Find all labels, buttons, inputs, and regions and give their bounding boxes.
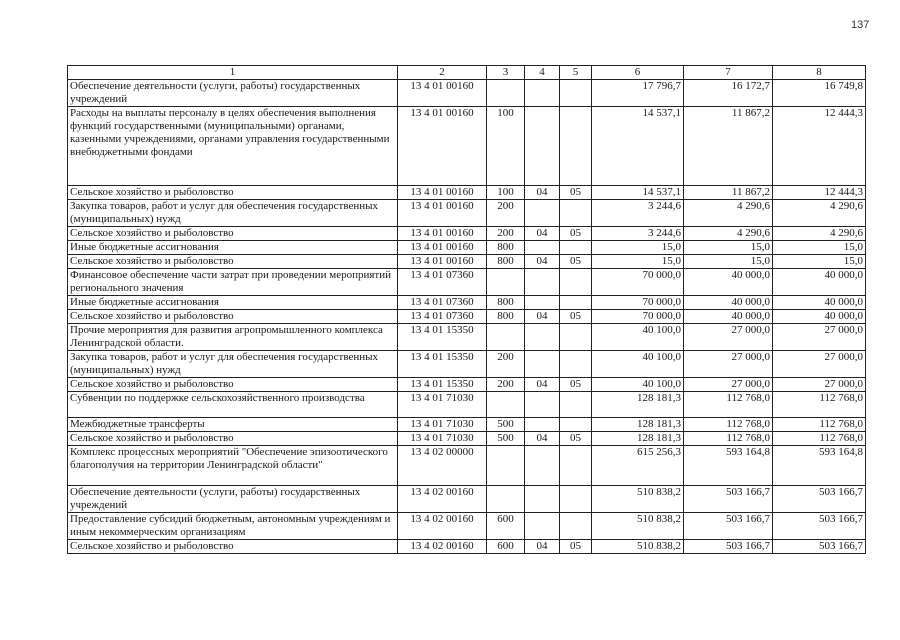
amount-year3-cell: 27 000,0 bbox=[773, 351, 866, 378]
code-cell: 13 4 01 07360 bbox=[398, 310, 487, 324]
amount-year3-cell: 16 749,8 bbox=[773, 80, 866, 107]
amount-year3-cell: 503 166,7 bbox=[773, 513, 866, 540]
subsection-cell bbox=[560, 269, 592, 296]
amount-year1-cell: 40 100,0 bbox=[592, 324, 684, 351]
amount-year2-cell: 15,0 bbox=[684, 255, 773, 269]
amount-year3-cell: 27 000,0 bbox=[773, 324, 866, 351]
expense-type-cell: 500 bbox=[487, 418, 525, 432]
table-header-row bbox=[68, 66, 866, 80]
table-row bbox=[68, 107, 866, 186]
expense-type-cell: 100 bbox=[487, 107, 525, 186]
column-header: 8 bbox=[773, 66, 866, 80]
section-cell: 04 bbox=[525, 378, 560, 392]
amount-year1-cell: 40 100,0 bbox=[592, 351, 684, 378]
table-row bbox=[68, 80, 866, 107]
budget-table bbox=[67, 65, 866, 554]
row-name-cell: Сельское хозяйство и рыболовство bbox=[68, 186, 398, 200]
amount-year2-cell: 27 000,0 bbox=[684, 351, 773, 378]
row-name-cell: Иные бюджетные ассигнования bbox=[68, 296, 398, 310]
column-header: 2 bbox=[398, 66, 487, 80]
code-cell: 13 4 01 00160 bbox=[398, 255, 487, 269]
subsection-cell: 05 bbox=[560, 378, 592, 392]
section-cell bbox=[525, 486, 560, 513]
section-cell: 04 bbox=[525, 310, 560, 324]
row-name-cell: Закупка товаров, работ и услуг для обеспечения государственных (муниципальных) нужд bbox=[68, 200, 398, 227]
amount-year1-cell: 70 000,0 bbox=[592, 310, 684, 324]
amount-year1-cell: 510 838,2 bbox=[592, 486, 684, 513]
subsection-cell: 05 bbox=[560, 227, 592, 241]
column-header: 7 bbox=[684, 66, 773, 80]
section-cell bbox=[525, 324, 560, 351]
amount-year3-cell: 112 768,0 bbox=[773, 432, 866, 446]
row-name-cell: Закупка товаров, работ и услуг для обеспечения государственных (муниципальных) нужд bbox=[68, 351, 398, 378]
amount-year3-cell: 593 164,8 bbox=[773, 446, 866, 486]
row-name-cell: Сельское хозяйство и рыболовство bbox=[68, 432, 398, 446]
table-row bbox=[68, 378, 866, 392]
section-cell bbox=[525, 351, 560, 378]
amount-year3-cell: 40 000,0 bbox=[773, 269, 866, 296]
amount-year3-cell: 112 768,0 bbox=[773, 418, 866, 432]
amount-year2-cell: 27 000,0 bbox=[684, 378, 773, 392]
section-cell: 04 bbox=[525, 186, 560, 200]
subsection-cell bbox=[560, 80, 592, 107]
subsection-cell: 05 bbox=[560, 432, 592, 446]
amount-year2-cell: 11 867,2 bbox=[684, 107, 773, 186]
amount-year2-cell: 40 000,0 bbox=[684, 310, 773, 324]
amount-year3-cell: 15,0 bbox=[773, 241, 866, 255]
amount-year1-cell: 17 796,7 bbox=[592, 80, 684, 107]
code-cell: 13 4 01 00160 bbox=[398, 241, 487, 255]
subsection-cell bbox=[560, 392, 592, 418]
section-cell: 04 bbox=[525, 432, 560, 446]
code-cell: 13 4 01 07360 bbox=[398, 296, 487, 310]
expense-type-cell: 200 bbox=[487, 351, 525, 378]
amount-year1-cell: 510 838,2 bbox=[592, 540, 684, 554]
row-name-cell: Сельское хозяйство и рыболовство bbox=[68, 378, 398, 392]
row-name-cell: Расходы на выплаты персоналу в целях обеспечения выполнения функций государственными (муниципальными) органами, казенными учреждениями, органами управления государственными внебюджетными фондами bbox=[68, 107, 398, 186]
amount-year3-cell: 12 444,3 bbox=[773, 186, 866, 200]
section-cell: 04 bbox=[525, 255, 560, 269]
expense-type-cell bbox=[487, 80, 525, 107]
amount-year2-cell: 593 164,8 bbox=[684, 446, 773, 486]
code-cell: 13 4 02 00160 bbox=[398, 513, 487, 540]
code-cell: 13 4 01 00160 bbox=[398, 227, 487, 241]
expense-type-cell: 200 bbox=[487, 227, 525, 241]
amount-year3-cell: 112 768,0 bbox=[773, 392, 866, 418]
amount-year3-cell: 503 166,7 bbox=[773, 540, 866, 554]
code-cell: 13 4 01 00160 bbox=[398, 200, 487, 227]
code-cell: 13 4 02 00160 bbox=[398, 540, 487, 554]
expense-type-cell: 800 bbox=[487, 241, 525, 255]
table-row bbox=[68, 324, 866, 351]
subsection-cell bbox=[560, 324, 592, 351]
amount-year1-cell: 3 244,6 bbox=[592, 227, 684, 241]
expense-type-cell: 800 bbox=[487, 296, 525, 310]
amount-year3-cell: 15,0 bbox=[773, 255, 866, 269]
code-cell: 13 4 01 71030 bbox=[398, 432, 487, 446]
table-row bbox=[68, 392, 866, 418]
subsection-cell: 05 bbox=[560, 310, 592, 324]
row-name-cell: Субвенции по поддержке сельскохозяйственного производства bbox=[68, 392, 398, 418]
expense-type-cell bbox=[487, 269, 525, 296]
amount-year2-cell: 16 172,7 bbox=[684, 80, 773, 107]
table-row bbox=[68, 540, 866, 554]
row-name-cell: Обеспечение деятельности (услуги, работы) государственных учреждений bbox=[68, 80, 398, 107]
amount-year1-cell: 15,0 bbox=[592, 255, 684, 269]
section-cell bbox=[525, 80, 560, 107]
expense-type-cell bbox=[487, 324, 525, 351]
table-row bbox=[68, 351, 866, 378]
amount-year1-cell: 128 181,3 bbox=[592, 418, 684, 432]
expense-type-cell: 500 bbox=[487, 432, 525, 446]
amount-year1-cell: 128 181,3 bbox=[592, 392, 684, 418]
section-cell: 04 bbox=[525, 540, 560, 554]
subsection-cell: 05 bbox=[560, 255, 592, 269]
table-row bbox=[68, 513, 866, 540]
table-row bbox=[68, 486, 866, 513]
table-row bbox=[68, 418, 866, 432]
subsection-cell bbox=[560, 107, 592, 186]
amount-year3-cell: 40 000,0 bbox=[773, 310, 866, 324]
subsection-cell bbox=[560, 241, 592, 255]
section-cell bbox=[525, 446, 560, 486]
amount-year2-cell: 112 768,0 bbox=[684, 418, 773, 432]
code-cell: 13 4 01 07360 bbox=[398, 269, 487, 296]
subsection-cell bbox=[560, 446, 592, 486]
section-cell bbox=[525, 418, 560, 432]
row-name-cell: Межбюджетные трансферты bbox=[68, 418, 398, 432]
amount-year2-cell: 40 000,0 bbox=[684, 269, 773, 296]
amount-year2-cell: 503 166,7 bbox=[684, 513, 773, 540]
expense-type-cell bbox=[487, 392, 525, 418]
section-cell bbox=[525, 241, 560, 255]
column-header: 3 bbox=[487, 66, 525, 80]
section-cell bbox=[525, 269, 560, 296]
amount-year2-cell: 503 166,7 bbox=[684, 540, 773, 554]
row-name-cell: Предоставление субсидий бюджетным, автономным учреждениям и иным некоммерческим организациям bbox=[68, 513, 398, 540]
row-name-cell: Комплекс процессных мероприятий "Обеспечение эпизоотического благополучия на территории Ленинградской области" bbox=[68, 446, 398, 486]
table-row bbox=[68, 310, 866, 324]
amount-year1-cell: 40 100,0 bbox=[592, 378, 684, 392]
amount-year3-cell: 503 166,7 bbox=[773, 486, 866, 513]
table-row bbox=[68, 432, 866, 446]
amount-year2-cell: 4 290,6 bbox=[684, 227, 773, 241]
column-header: 6 bbox=[592, 66, 684, 80]
page-number: 137 bbox=[851, 19, 870, 31]
table-row bbox=[68, 241, 866, 255]
code-cell: 13 4 02 00160 bbox=[398, 486, 487, 513]
table-row bbox=[68, 227, 866, 241]
code-cell: 13 4 02 00000 bbox=[398, 446, 487, 486]
subsection-cell: 05 bbox=[560, 186, 592, 200]
section-cell: 04 bbox=[525, 227, 560, 241]
code-cell: 13 4 01 71030 bbox=[398, 392, 487, 418]
subsection-cell bbox=[560, 296, 592, 310]
expense-type-cell: 600 bbox=[487, 540, 525, 554]
row-name-cell: Иные бюджетные ассигнования bbox=[68, 241, 398, 255]
table-row bbox=[68, 296, 866, 310]
row-name-cell: Обеспечение деятельности (услуги, работы) государственных учреждений bbox=[68, 486, 398, 513]
amount-year2-cell: 40 000,0 bbox=[684, 296, 773, 310]
row-name-cell: Финансовое обеспечение части затрат при проведении мероприятий регионального значения bbox=[68, 269, 398, 296]
expense-type-cell: 600 bbox=[487, 513, 525, 540]
amount-year1-cell: 70 000,0 bbox=[592, 269, 684, 296]
section-cell bbox=[525, 200, 560, 227]
subsection-cell bbox=[560, 200, 592, 227]
amount-year3-cell: 12 444,3 bbox=[773, 107, 866, 186]
expense-type-cell: 200 bbox=[487, 200, 525, 227]
code-cell: 13 4 01 00160 bbox=[398, 80, 487, 107]
subsection-cell bbox=[560, 486, 592, 513]
amount-year1-cell: 14 537,1 bbox=[592, 186, 684, 200]
expense-type-cell: 100 bbox=[487, 186, 525, 200]
amount-year1-cell: 615 256,3 bbox=[592, 446, 684, 486]
amount-year3-cell: 4 290,6 bbox=[773, 200, 866, 227]
amount-year1-cell: 3 244,6 bbox=[592, 200, 684, 227]
table-row bbox=[68, 200, 866, 227]
code-cell: 13 4 01 00160 bbox=[398, 107, 487, 186]
table-row bbox=[68, 186, 866, 200]
table-row bbox=[68, 255, 866, 269]
column-header: 1 bbox=[68, 66, 398, 80]
row-name-cell: Прочие мероприятия для развития агропромышленного комплекса Ленинградской области. bbox=[68, 324, 398, 351]
section-cell bbox=[525, 392, 560, 418]
amount-year2-cell: 27 000,0 bbox=[684, 324, 773, 351]
amount-year3-cell: 27 000,0 bbox=[773, 378, 866, 392]
column-header: 5 bbox=[560, 66, 592, 80]
amount-year1-cell: 128 181,3 bbox=[592, 432, 684, 446]
expense-type-cell bbox=[487, 486, 525, 513]
table-row bbox=[68, 269, 866, 296]
row-name-cell: Сельское хозяйство и рыболовство bbox=[68, 255, 398, 269]
amount-year2-cell: 11 867,2 bbox=[684, 186, 773, 200]
subsection-cell bbox=[560, 418, 592, 432]
expense-type-cell: 800 bbox=[487, 310, 525, 324]
amount-year2-cell: 503 166,7 bbox=[684, 486, 773, 513]
subsection-cell: 05 bbox=[560, 540, 592, 554]
amount-year1-cell: 510 838,2 bbox=[592, 513, 684, 540]
amount-year1-cell: 14 537,1 bbox=[592, 107, 684, 186]
expense-type-cell: 800 bbox=[487, 255, 525, 269]
expense-type-cell bbox=[487, 446, 525, 486]
subsection-cell bbox=[560, 513, 592, 540]
code-cell: 13 4 01 71030 bbox=[398, 418, 487, 432]
subsection-cell bbox=[560, 351, 592, 378]
row-name-cell: Сельское хозяйство и рыболовство bbox=[68, 227, 398, 241]
code-cell: 13 4 01 00160 bbox=[398, 186, 487, 200]
code-cell: 13 4 01 15350 bbox=[398, 378, 487, 392]
amount-year2-cell: 112 768,0 bbox=[684, 392, 773, 418]
code-cell: 13 4 01 15350 bbox=[398, 351, 487, 378]
amount-year3-cell: 40 000,0 bbox=[773, 296, 866, 310]
amount-year3-cell: 4 290,6 bbox=[773, 227, 866, 241]
expense-type-cell: 200 bbox=[487, 378, 525, 392]
amount-year2-cell: 15,0 bbox=[684, 241, 773, 255]
row-name-cell: Сельское хозяйство и рыболовство bbox=[68, 540, 398, 554]
code-cell: 13 4 01 15350 bbox=[398, 324, 487, 351]
column-header: 4 bbox=[525, 66, 560, 80]
section-cell bbox=[525, 513, 560, 540]
amount-year1-cell: 70 000,0 bbox=[592, 296, 684, 310]
section-cell bbox=[525, 107, 560, 186]
section-cell bbox=[525, 296, 560, 310]
amount-year2-cell: 4 290,6 bbox=[684, 200, 773, 227]
amount-year2-cell: 112 768,0 bbox=[684, 432, 773, 446]
table-row bbox=[68, 446, 866, 486]
row-name-cell: Сельское хозяйство и рыболовство bbox=[68, 310, 398, 324]
amount-year1-cell: 15,0 bbox=[592, 241, 684, 255]
